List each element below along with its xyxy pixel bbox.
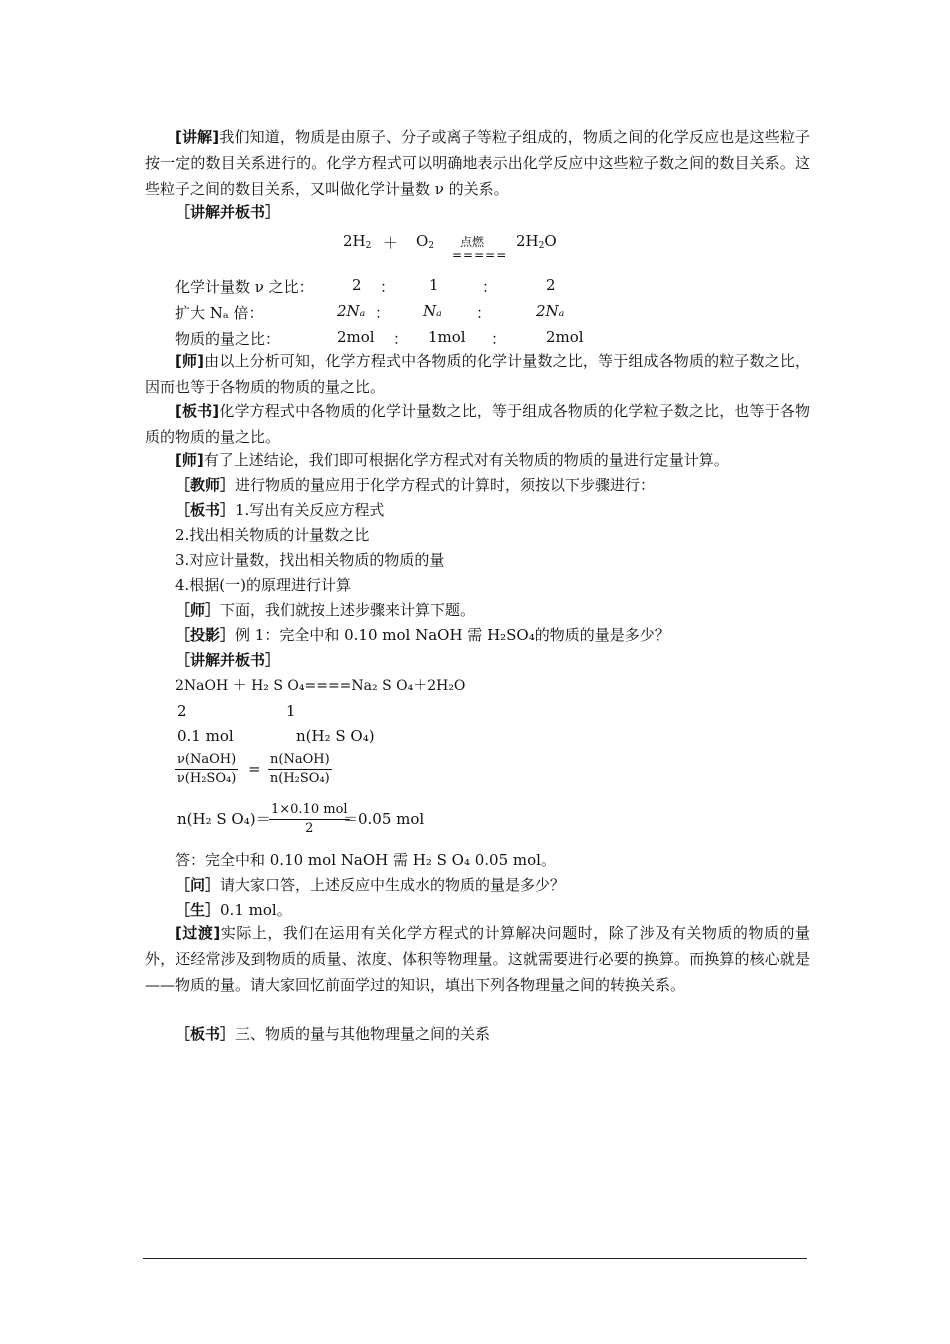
paragraph-text: 实际上，我们在运用有关化学方程式的计算解决问题时，除了涉及有关物质的物质的量外，还经常涉及到物质的质量、浓度、体积等物理量。这就需要进行必要的换算。而换算的核心就是——物质的量。请大家回忆前面学过的知识，填出下列各物理量之间的转换关系。 bbox=[145, 924, 810, 994]
fraction-coefficient bbox=[175, 751, 238, 788]
ratio-colon: ： bbox=[375, 304, 391, 322]
line-student bbox=[175, 898, 840, 922]
heading-lecture-board-2: ［讲解并板书］ bbox=[175, 651, 281, 669]
tag-question: ［问］ bbox=[175, 876, 221, 894]
ratio-colon: ： bbox=[380, 278, 396, 296]
fraction-numerator: 1×0.10 mol bbox=[269, 801, 350, 820]
line-text: 请大家口答，上述反应中生成水的物质的量是多少？ bbox=[220, 876, 566, 894]
answer-line: 答：完全中和 0.10 mol NaOH 需 H₂ S O₄ 0.05 mol。 bbox=[175, 851, 556, 869]
tag-transition: [过渡] bbox=[175, 924, 221, 942]
fraction-equals: = bbox=[248, 760, 261, 778]
tag-board: ［板书］ bbox=[175, 501, 236, 519]
line-text: 下面，我们就按上述步骤来计算下题。 bbox=[220, 601, 476, 619]
paragraph-board bbox=[145, 398, 810, 450]
ratio-value: 2mol bbox=[546, 328, 584, 346]
ratio-value: 2 bbox=[546, 276, 556, 294]
footer-rule bbox=[143, 1258, 807, 1259]
tag-teacher: [师] bbox=[175, 451, 204, 469]
fraction-denominator: 2 bbox=[305, 821, 314, 836]
equation-arrow: ===== bbox=[452, 248, 508, 262]
tag-teacher: ［师］ bbox=[175, 601, 221, 619]
paragraph-text: 化学方程式中各物质的化学计量数之比，等于组成各物质的化学粒子数之比，也等于各物质的物质的量之比。 bbox=[145, 402, 810, 446]
paragraph-teacher bbox=[145, 348, 810, 400]
paragraph-text: 我们知道，物质是由原子、分子或离子等粒子组成的，物质之间的化学反应也是这些粒子按一定的数目关系进行的。化学方程式可以明确地表示出化学反应中这些粒子数之间的数目关系。这些粒子之间的数目关系，又叫做化学计量数 ν 的关系。 bbox=[145, 128, 810, 198]
line-instructor bbox=[175, 473, 840, 497]
ratio-value: 2Nₐ bbox=[536, 302, 565, 320]
ratio-value: 1 bbox=[429, 276, 439, 294]
line-text: 1.写出有关反应方程式 bbox=[235, 501, 385, 519]
step-4: 4.根据(一)的原理进行计算 bbox=[175, 576, 352, 594]
calc-fraction bbox=[269, 801, 350, 838]
heading-lecture-board: ［讲解并板书］ bbox=[175, 203, 281, 221]
equation-neutralization: 2NaOH ＋ H₂ S O₄====Na₂ S O₄＋2H₂O bbox=[175, 678, 466, 694]
line-projection bbox=[175, 623, 840, 647]
step-2: 2.找出相关物质的计量数之比 bbox=[175, 526, 370, 544]
tag-lecture: [讲解] bbox=[175, 128, 220, 146]
equation-lhs-h2: $2H_2$ bbox=[343, 232, 372, 251]
paragraph-transition bbox=[145, 920, 810, 998]
line-text: 0.1 mol。 bbox=[220, 901, 292, 919]
ratio-colon: ： bbox=[482, 278, 498, 296]
paragraph-text: 由以上分析可知，化学方程式中各物质的化学计量数之比，等于组成各物质的粒子数之比，因而也等于各物质的物质的量之比。 bbox=[145, 352, 810, 396]
fraction-moles bbox=[268, 751, 332, 788]
ratio-colon: ： bbox=[393, 330, 409, 348]
ratio-value: 2Nₐ bbox=[337, 302, 366, 320]
coefficient-h2so4: 1 bbox=[286, 702, 296, 720]
line-text: 例 1：完全中和 0.10 mol NaOH 需 H₂SO₄的物质的量是多少？ bbox=[235, 626, 670, 644]
tag-board: [板书] bbox=[175, 402, 220, 420]
step-3: 3.对应计量数，找出相关物质的物质的量 bbox=[175, 551, 445, 569]
equation-plus: ＋ bbox=[383, 234, 399, 252]
ratio-value: 1mol bbox=[428, 328, 466, 346]
ratio-label-avogadro: 扩大 Nₐ 倍： bbox=[175, 304, 264, 322]
ratio-value: 2 bbox=[352, 276, 362, 294]
fraction-denominator: ν(H₂SO₄) bbox=[176, 771, 237, 786]
ratio-colon: ： bbox=[476, 304, 492, 322]
fraction-numerator: n(NaOH) bbox=[268, 751, 332, 770]
equation-lhs-o2: $O_2$ bbox=[416, 232, 435, 251]
line-question bbox=[175, 873, 840, 897]
ratio-colon: ： bbox=[491, 330, 507, 348]
ratio-value: Nₐ bbox=[423, 302, 442, 320]
line-text: 进行物质的量应用于化学方程式的计算时，须按以下步骤进行： bbox=[235, 476, 656, 494]
tag-teacher: [师] bbox=[175, 352, 205, 370]
coefficient-naoh: 2 bbox=[177, 702, 187, 720]
ratio-label-coefficient: 化学计量数 ν 之比： bbox=[175, 278, 314, 296]
paragraph-lecture bbox=[145, 124, 810, 202]
line-board-section3 bbox=[175, 1022, 840, 1046]
line-teacher-next bbox=[175, 598, 840, 622]
fraction-denominator: n(H₂SO₄) bbox=[269, 771, 330, 786]
calc-rhs: ＝0.05 mol bbox=[343, 810, 425, 828]
ratio-label-moles: 物质的量之比： bbox=[175, 330, 281, 348]
tag-projection: ［投影］ bbox=[175, 626, 236, 644]
line-teacher-conclusion bbox=[175, 448, 840, 472]
line-board-step1 bbox=[175, 498, 840, 522]
ratio-value: 2mol bbox=[337, 328, 375, 346]
line-text: 有了上述结论，我们即可根据化学方程式对有关物质的物质的量进行定量计算。 bbox=[203, 451, 729, 469]
tag-student: ［生］ bbox=[175, 901, 221, 919]
fraction-numerator: ν(NaOH) bbox=[175, 751, 238, 770]
amount-naoh: 0.1 mol bbox=[177, 727, 234, 745]
calc-lhs: n(H₂ S O₄)＝ bbox=[177, 810, 271, 828]
tag-instructor: ［教师］ bbox=[175, 476, 236, 494]
equation-rhs-h2o: $2H_2O$ bbox=[516, 232, 557, 251]
line-text: 三、物质的量与其他物理量之间的关系 bbox=[235, 1025, 491, 1043]
equation-condition: 点燃 bbox=[460, 235, 485, 249]
amount-h2so4: n(H₂ S O₄) bbox=[296, 727, 375, 745]
tag-board: ［板书］ bbox=[175, 1025, 236, 1043]
